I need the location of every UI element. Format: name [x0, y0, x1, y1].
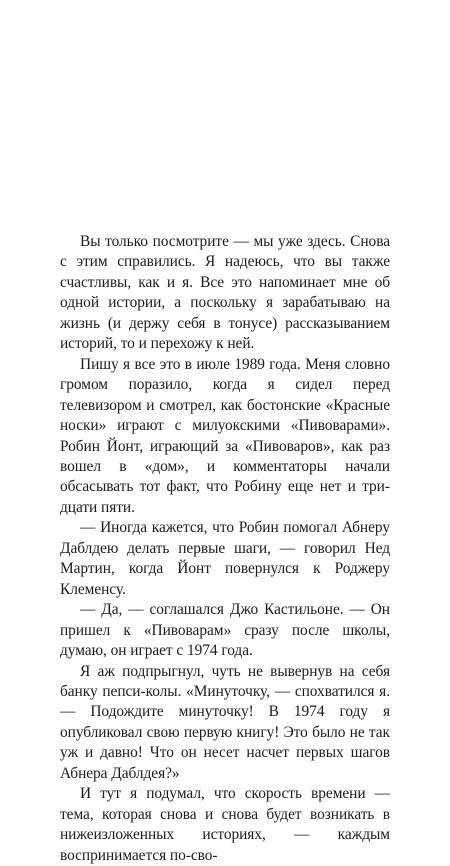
paragraph: Я аж подпрыгнул, чуть не вывернув на себя банку пепси-колы. «Минуточку, — спохватился я. — Подождите минуточку! В 1974 году я опубликовал свою первую книгу! Это было не так уж и давно! Что он несет насчет первых шагов Абнера Даблдея?»: [60, 662, 390, 782]
paragraph: И тут я подумал, что скорость времени — тема, которая снова и снова будет возникать в нижеизложенных историях, — каждым воспринимается по-сво-: [60, 785, 390, 864]
paragraph: Вы только посмотрите — мы уже здесь. Снова с этим справились. Я надеюсь, что вы также счастливы, как и я. Все это напоминает мне об одной истории, а поскольку я зарабатываю на жизнь (и держу себя в тонусе) рассказыванием историй, то и перехожу к ней.: [60, 233, 390, 353]
body-text: [60, 232, 390, 866]
paragraph: — Иногда кажется, что Робин помогал Абнеру Даблдею делать первые шаги, — говорил Нед Мартин, когда Йонт повернулся к Роджеру Клеменсу.: [60, 519, 390, 598]
paragraph: — Да, — соглашался Джо Кастильоне. — Он пришел к «Пивоварам» сразу после школы, думаю, он играет с 1974 года.: [60, 601, 390, 660]
paragraph: Пишу я все это в июле 1989 года. Меня словно громом поразило, когда я сидел перед телевизором и смотрел, как бостонские «Красные носки» играют с милуокскими «Пивоварами». Робин Йонт, играющий за «Пивоваров», как раз вошел в «дом», и комментаторы начали обсасывать тот факт, что Робину еще нет и тридцати пяти.: [60, 355, 390, 516]
